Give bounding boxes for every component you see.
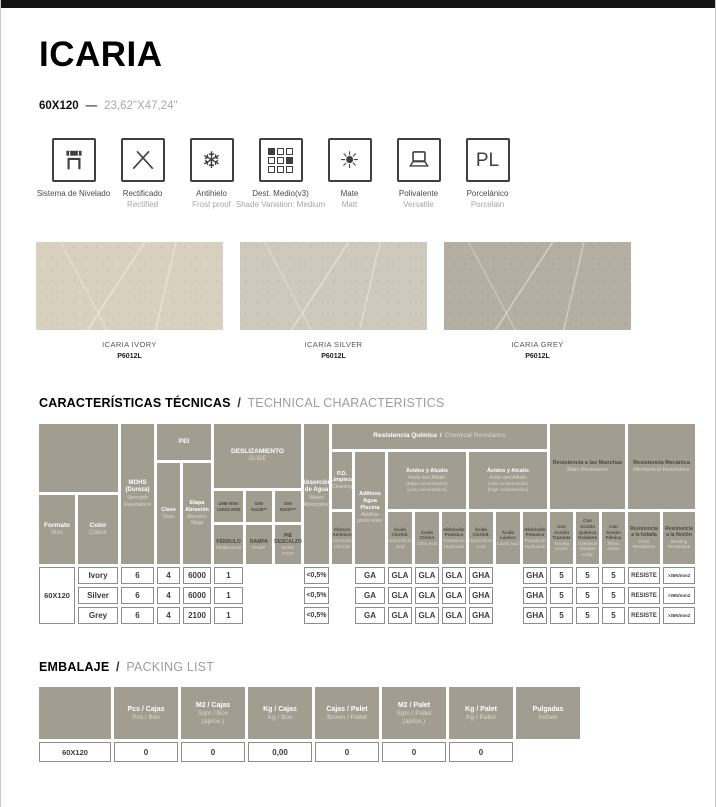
feature-matt — [315, 138, 384, 209]
tile-swatch-image-grey — [444, 242, 631, 330]
characteristics-value-cell: <0,5% — [304, 587, 329, 604]
feature-label-es: Porcelánico — [466, 189, 509, 198]
col-header-pendulum-norm: UNE-ENV 12633:2003 — [214, 491, 243, 522]
tile-code: P6012L — [525, 353, 550, 360]
characteristics-value-cell — [246, 587, 272, 604]
characteristics-value-cell: RESISTE — [628, 587, 660, 604]
characteristics-value-cell: 4 — [157, 567, 180, 584]
characteristics-value-cell: GLA — [388, 567, 412, 584]
characteristics-value-cell: GLA — [388, 607, 412, 624]
tile-swatch-image-ivory — [36, 242, 223, 330]
col-header-lactic: Ácido Láctico Lactic Acid — [496, 512, 520, 564]
characteristics-value-cell: GHA — [523, 607, 547, 624]
characteristics-value-cell: 5 — [550, 587, 573, 604]
characteristics-value-cell — [246, 567, 272, 584]
col-header-formato: Formato Size — [39, 495, 75, 564]
characteristics-value-cell: 4 — [157, 587, 180, 604]
characteristics-value-cell: GLA — [442, 587, 466, 604]
packing-value-cell: 0 — [315, 742, 379, 762]
characteristics-value-cell: 5 — [550, 567, 573, 584]
tile-silver — [240, 242, 427, 360]
col-header-pendulum: PÉNDULO PENDULUM — [214, 525, 243, 564]
feature-label-es: Sistema de Nivelado — [36, 189, 111, 198]
porcelain-pl-icon: PL — [466, 138, 510, 182]
characteristics-value-cell: GLA — [442, 567, 466, 584]
characteristics-value-cell — [332, 567, 352, 584]
feature-porcelain — [453, 138, 522, 209]
feature-frost-proof — [177, 138, 246, 209]
characteristics-value-cell: 6000 — [183, 587, 211, 604]
packing-value-cell: 0 — [449, 742, 513, 762]
col-header-water-absorption: Absorción de Agua Water Absorption — [304, 424, 329, 564]
feature-rectified — [108, 138, 177, 209]
characteristics-value-cell: 5 — [576, 567, 599, 584]
tile-code: P6012L — [117, 353, 142, 360]
group-header-mechanical-resistance: Resistencia Mecánica Mechanical Resistance — [628, 424, 695, 509]
characteristics-value-cell: <0,5% — [304, 607, 329, 624]
characteristics-value-cell: 6 — [121, 567, 154, 584]
characteristics-value-cell: 1 — [214, 607, 243, 624]
packing-value-cell: 0 — [382, 742, 446, 762]
tile-ivory — [36, 242, 223, 360]
packing-value-cell: 0 — [114, 742, 178, 762]
col-header-kg-pallet: Kg / Palet Kg / Pallet — [449, 687, 513, 739]
col-header-chemical-oxidant-action: Con Acción Química Oxidante Chemical Oxidant Action — [576, 512, 599, 564]
col-header-mohs: MOHS (Dureza) Strength Resistance — [121, 424, 154, 564]
characteristics-table — [39, 424, 715, 624]
characteristics-value-cell: 1 — [214, 587, 243, 604]
feature-shade-variation — [235, 138, 326, 209]
tile-grey — [444, 242, 631, 360]
tile-swatch-image-silver — [240, 242, 427, 330]
col-header-clase: Clase Class — [157, 463, 180, 564]
sun-icon: ☀ — [328, 138, 372, 182]
characteristics-row-silver — [78, 587, 695, 604]
group-header-chemical-resistance: Resistencia Química / Chemical Resistance — [332, 424, 547, 449]
characteristics-value-cell — [496, 607, 520, 624]
tile-name: ICARIA IVORY — [102, 340, 157, 349]
format-value-cell: 60X120 — [39, 567, 75, 624]
characteristics-value-cell: GA — [355, 567, 385, 584]
group-header-acids-low: Ácidos y Alcalis Acids and Alkalis (Baja concentración) (Low concentration) — [388, 452, 466, 509]
top-border-bar — [1, 0, 715, 8]
col-header-pd-cleaning: P.D. Limpieza Cleaning — [332, 452, 352, 509]
col-header-inches: Pulgadas Inches — [516, 687, 580, 739]
characteristics-value-cell: GA — [355, 607, 385, 624]
group-header-acids-high: Ácidos y Alcalis Acids and Alkalis (Alta concentración) (High concentration) — [469, 452, 547, 509]
tile-swatches-row — [36, 242, 715, 360]
characteristics-value-cell: 5 — [576, 587, 599, 604]
col-header-barefoot-norm: DIN 51097** — [275, 491, 301, 522]
col-header-filmic-action: Con Acción Fílmica Filmic Action — [602, 512, 625, 564]
characteristics-value-cell: 6 — [121, 587, 154, 604]
packing-table — [39, 687, 715, 762]
characteristics-value-cell: Grey — [78, 607, 118, 624]
header-spacer — [39, 424, 118, 492]
characteristics-header — [39, 424, 715, 564]
packing-header — [39, 687, 715, 739]
characteristics-value-cell: 2100 — [183, 607, 211, 624]
characteristics-row-ivory — [78, 567, 695, 584]
packing-row — [39, 742, 715, 762]
tech-section-title: CARACTERÍSTICAS TÉCNICAS / TECHNICAL CHARACTERISTICS — [39, 396, 445, 410]
col-header-pool-additives: Aditivos Agua Piscina Additive pools water — [355, 452, 385, 564]
characteristics-value-cell: GHA — [523, 587, 547, 604]
packing-value-cell: 0 — [181, 742, 245, 762]
feature-label-en: Matt — [341, 200, 358, 209]
laptop-icon — [397, 138, 441, 182]
col-header-etapa: Etapa Abrasión Abrasion Stage — [183, 463, 211, 564]
characteristics-value-cell: Silver — [78, 587, 118, 604]
snowflake-icon: ❄ — [190, 138, 234, 182]
packing-format-cell: 60X120 — [39, 742, 111, 762]
characteristics-value-cell — [496, 587, 520, 604]
feature-label-en: Shade Variation: Medium — [235, 200, 326, 209]
characteristics-rows — [78, 567, 695, 624]
size-inches: 23,62"X47,24" — [104, 100, 178, 112]
characteristics-value-cell: <0,5% — [304, 567, 329, 584]
characteristics-value-cell: 5 — [602, 607, 625, 624]
col-header-sqm-box: M2 / Cajas Sqm / Box (aprox.) — [181, 687, 245, 739]
col-header-frost-resistance: Resistencia a la helada Frost Resistance — [628, 512, 660, 564]
group-header-glide: DESLIZAMIENTO GLIDE — [214, 424, 301, 488]
col-header-barefoot: PIE DESCALZO BARE FOOT — [275, 525, 301, 564]
tile-code: P6012L — [321, 353, 346, 360]
tile-name: ICARIA GREY — [511, 340, 564, 349]
col-header-ammonia-chloride: Cloruro Amónico Ammonia Chloride — [332, 512, 352, 564]
feature-label-en: Versatile — [403, 200, 434, 209]
leveling-system-icon — [52, 138, 96, 182]
characteristics-body — [39, 567, 715, 624]
characteristics-value-cell — [332, 607, 352, 624]
characteristics-value-cell: GLA — [442, 607, 466, 624]
characteristics-value-cell: GLA — [415, 567, 439, 584]
col-header-tracing-action: Con Acción Trazante Tracing Action — [550, 512, 573, 564]
feature-label-es: Antihielo — [196, 189, 227, 198]
col-header-sqm-pallet: M2 / Palet Sqm / Pallet (aprox.) — [382, 687, 446, 739]
characteristics-value-cell — [275, 567, 301, 584]
packing-section-title: EMBALAJE / PACKING LIST — [39, 660, 215, 674]
col-header-hydrochloric-high: Ácido Clorhíd. Hydrochloric Acid — [469, 512, 493, 564]
characteristics-value-cell: 5 — [576, 607, 599, 624]
characteristics-value-cell: GLA — [415, 607, 439, 624]
feature-label-en: Rectified — [126, 200, 159, 209]
characteristics-value-cell: Ivory — [78, 567, 118, 584]
feature-label-en: Porcelain — [470, 200, 505, 209]
characteristics-value-cell — [332, 587, 352, 604]
characteristics-value-cell: 5 — [602, 587, 625, 604]
col-header-boxes-pallet: Cajas / Palet Boxes / Pallet — [315, 687, 379, 739]
feature-label-es: Dest. Medio(v3) — [252, 189, 309, 198]
characteristics-value-cell: 5 — [602, 567, 625, 584]
col-header-bending-resistance: Resistencia a la flexión Bending Resistance — [663, 512, 695, 564]
characteristics-value-cell: GHA — [469, 607, 493, 624]
size-dash: — — [85, 100, 98, 112]
packing-value-cell: 0,00 — [248, 742, 312, 762]
feature-label-es: Polivalente — [398, 189, 439, 198]
characteristics-value-cell: >35N/mm2 — [663, 607, 695, 624]
size-line — [39, 100, 715, 112]
characteristics-value-cell: 6 — [121, 607, 154, 624]
characteristics-value-cell: RESISTE — [628, 607, 660, 624]
characteristics-value-cell: GA — [355, 587, 385, 604]
characteristics-value-cell: >35N/mm2 — [663, 567, 695, 584]
characteristics-value-cell: GLA — [415, 587, 439, 604]
characteristics-value-cell: 1 — [214, 567, 243, 584]
rectified-cut-icon — [121, 138, 165, 182]
tile-name: ICARIA SILVER — [304, 340, 363, 349]
col-header-kg-box: Kg / Cajas Kg / Box — [248, 687, 312, 739]
characteristics-value-cell — [246, 607, 272, 624]
group-header-stain-resistance: Resistencia a las Manchas Stain Resistance — [550, 424, 625, 509]
col-header-potassium-low: Hidróxido Potásico Potassium Hydroxide — [442, 512, 466, 564]
characteristics-value-cell — [275, 607, 301, 624]
packing-header-spacer — [39, 687, 111, 739]
col-header-pcs-box: Pcs / Cajas Pcs / Box — [114, 687, 178, 739]
characteristics-value-cell: 6000 — [183, 567, 211, 584]
feature-leveling-system — [36, 138, 111, 209]
col-header-hydrochloric-low: Ácido Clorhíd. Hydrochloric Acid — [388, 512, 412, 564]
characteristics-row-grey — [78, 607, 695, 624]
col-header-citric: Ácido Cítrico Citric Acid — [415, 512, 439, 564]
feature-versatile — [384, 138, 453, 209]
characteristics-value-cell: 5 — [550, 607, 573, 624]
shade-variation-grid-icon — [259, 138, 303, 182]
characteristics-value-cell: GHA — [469, 587, 493, 604]
col-header-ramp-norm: DIN 51130** — [246, 491, 272, 522]
characteristics-value-cell: >35N/mm2 — [663, 587, 695, 604]
feature-label-es: Rectificado — [122, 189, 163, 198]
packing-value-cell — [516, 742, 580, 762]
characteristics-value-cell: 4 — [157, 607, 180, 624]
feature-icons-row — [36, 138, 715, 209]
characteristics-value-cell: GLA — [388, 587, 412, 604]
characteristics-value-cell: GHA — [469, 567, 493, 584]
col-header-potassium-high: Hidróxido Potásico Potassium Hydroxide — [523, 512, 547, 564]
feature-label-en: Frost proof — [192, 200, 231, 209]
size-label: 60X120 — [39, 100, 79, 112]
characteristics-value-cell: GHA — [523, 567, 547, 584]
characteristics-value-cell: RESISTE — [628, 567, 660, 584]
col-header-color: Color Colour — [78, 495, 118, 564]
feature-label-es: Mate — [340, 189, 359, 198]
page-title: ICARIA — [39, 35, 163, 74]
group-header-pei: PEI — [157, 424, 211, 460]
col-header-ramp: RAMPA RAMP — [246, 525, 272, 564]
characteristics-value-cell — [496, 567, 520, 584]
characteristics-value-cell — [275, 587, 301, 604]
